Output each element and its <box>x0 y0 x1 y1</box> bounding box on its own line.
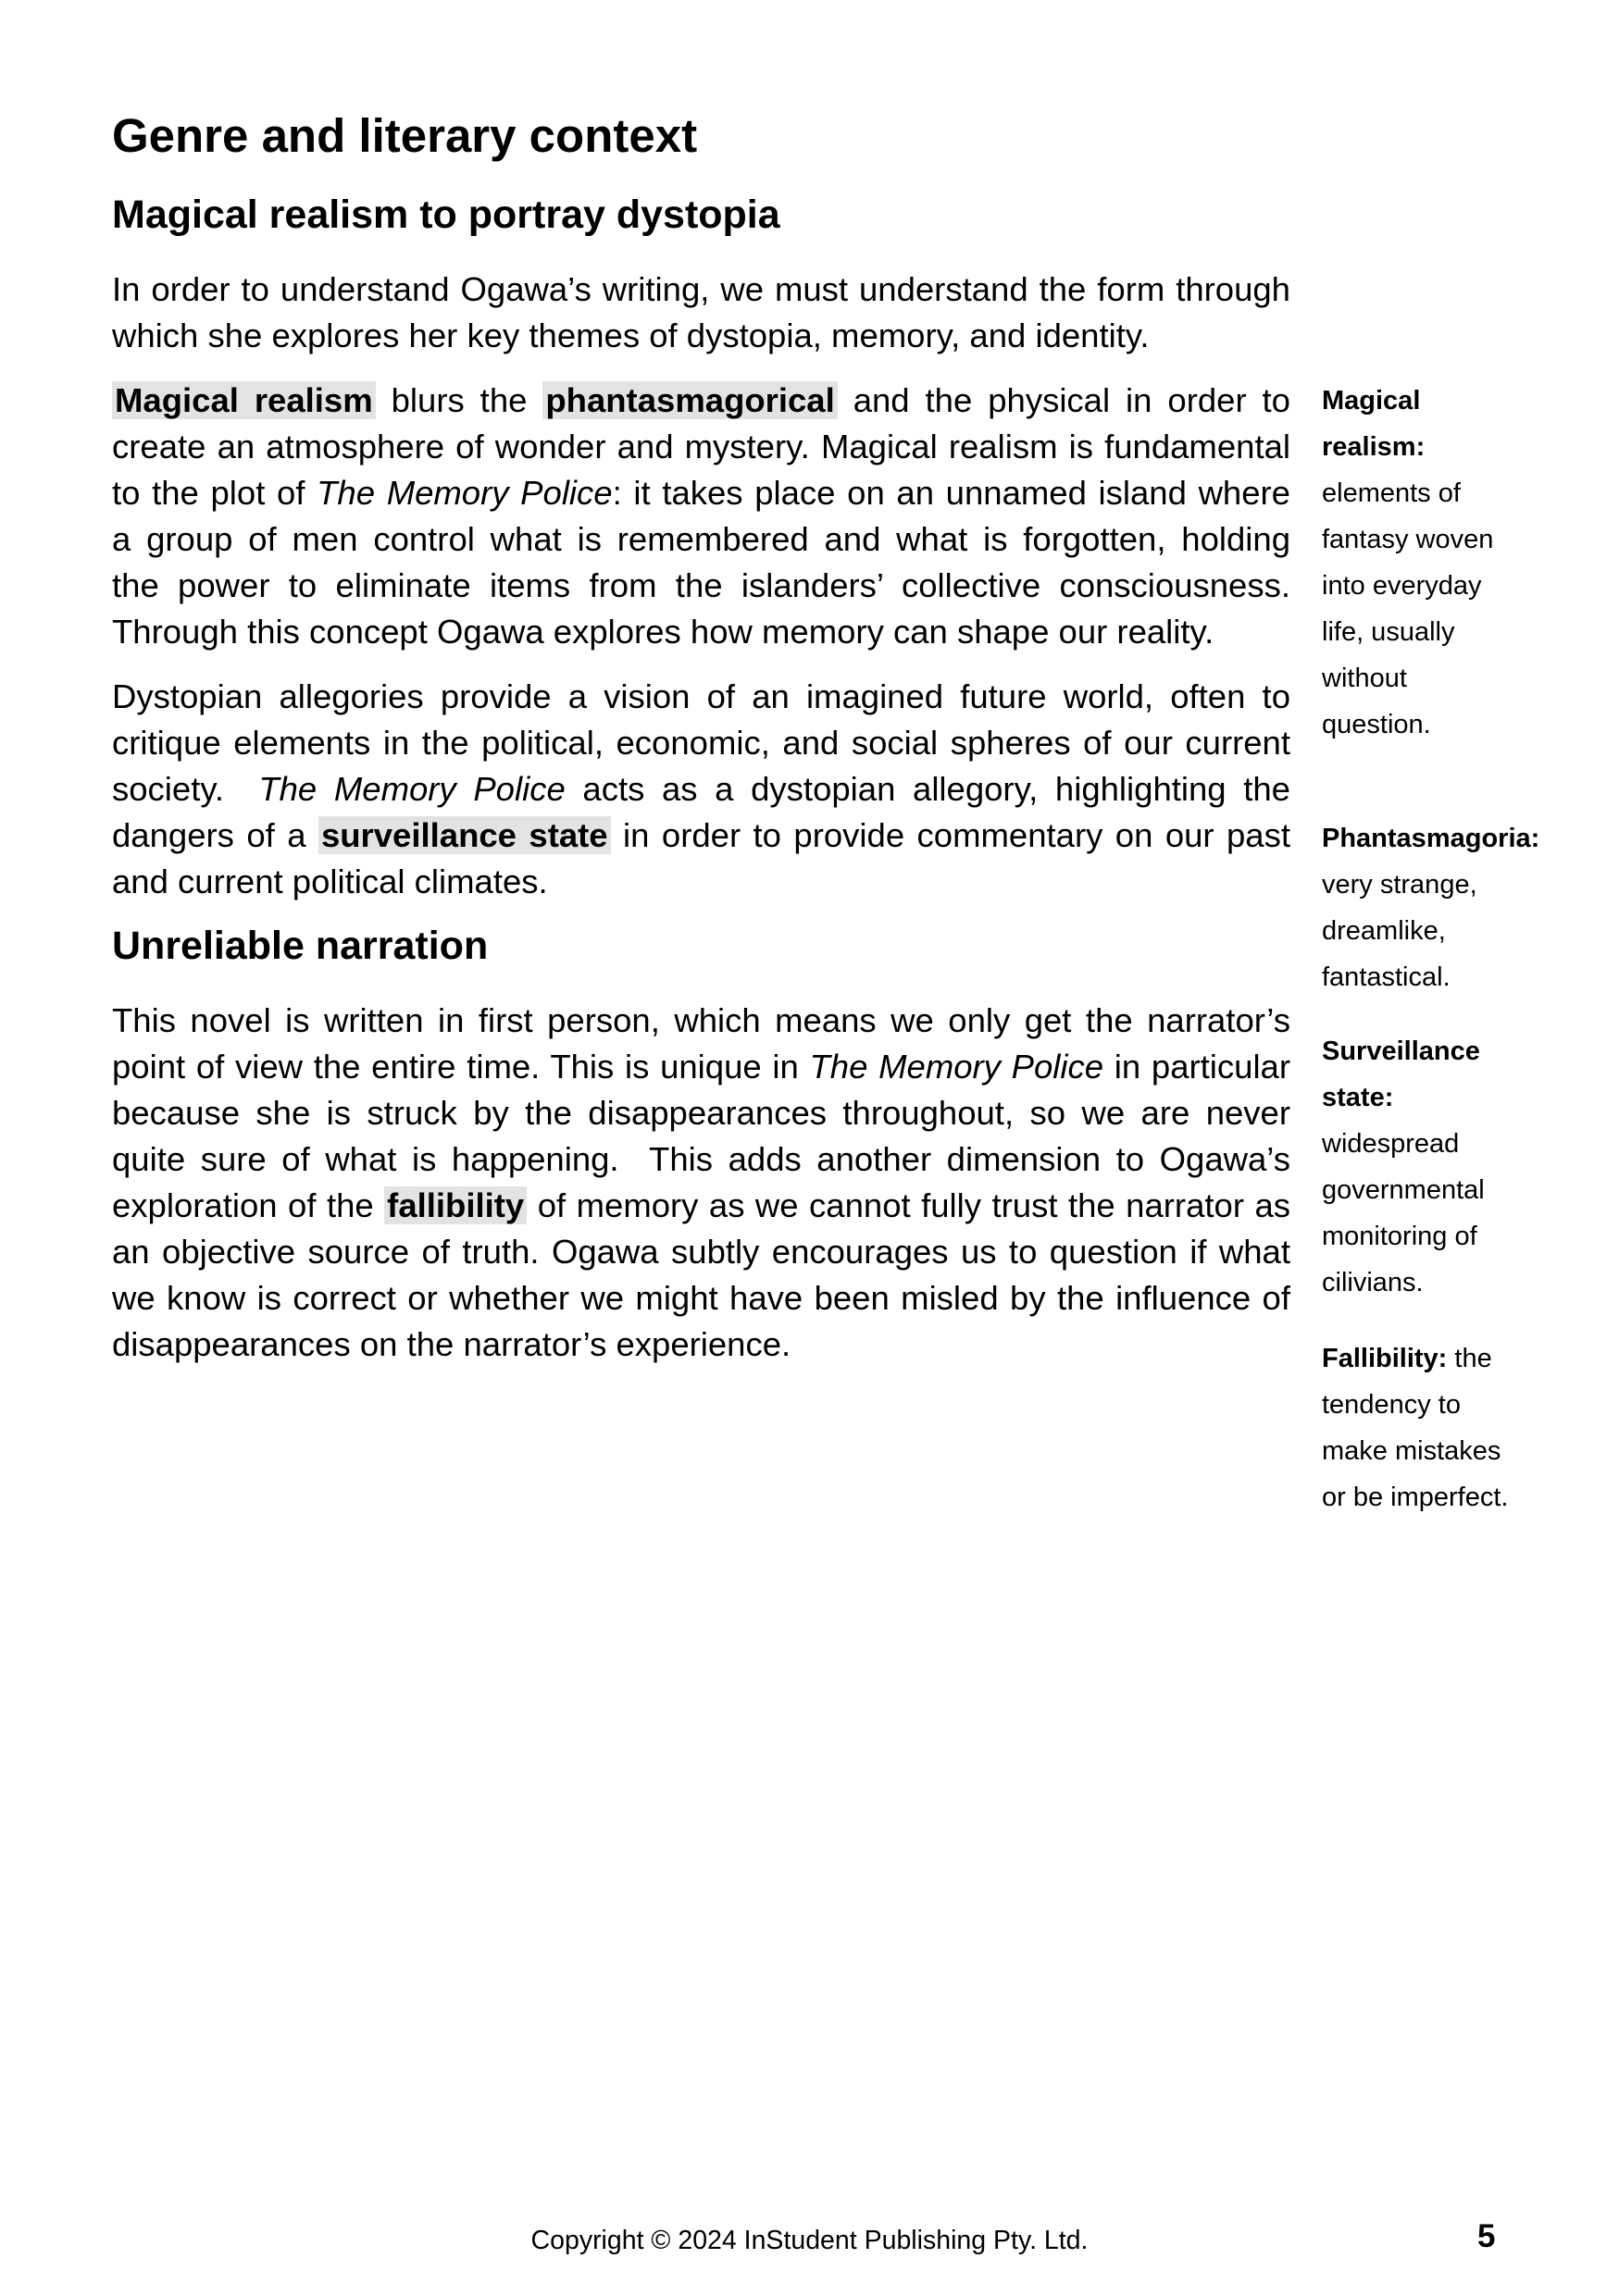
glossary-term: Surveillance <box>1322 1036 1480 1066</box>
text-line: This novel is written in first person, which means we only get the narrator’s <box>112 1001 1290 1039</box>
text-line <box>112 1044 1290 1090</box>
glossary-definition: dreamlike, <box>1322 916 1446 946</box>
text-line: an objective source of truth. Ogawa subtly encourages us to question if what <box>112 1233 1290 1271</box>
text-line: because she is struck by the disappearances throughout, so we are never <box>112 1094 1290 1132</box>
book-title: The Memory Police <box>317 474 613 512</box>
book-title: The Memory Police <box>809 1048 1104 1086</box>
glossary-entry-phantasmagoria <box>1322 815 1600 1000</box>
key-term-surveillance-state: surveillance state <box>318 816 611 854</box>
glossary-definition: without <box>1322 664 1407 693</box>
glossary-definition: elements of <box>1322 478 1461 508</box>
glossary-entry-fallibility <box>1322 1335 1600 1520</box>
text-line: create an atmosphere of wonder and mystery. Magical realism is fundamental <box>112 428 1290 465</box>
text-line: which she explores her key themes of dystopia, memory, and identity. <box>112 316 1150 354</box>
page-heading: Genre and literary context <box>112 109 698 162</box>
key-term-magical-realism: Magical realism <box>112 381 376 419</box>
glossary-entry-surveillance-state <box>1322 1028 1600 1306</box>
text-run: point of view the entire time. This is unique in <box>112 1048 810 1086</box>
glossary-definition: or be imperfect. <box>1322 1483 1509 1512</box>
text-line: we know is correct or whether we might have been misled by the influence of <box>112 1279 1290 1317</box>
text-line: In order to understand Ogawa’s writing, we must understand the form through <box>112 270 1290 308</box>
text-run: exploration of the <box>112 1186 385 1224</box>
glossary-definition: into everyday <box>1322 571 1482 601</box>
glossary-definition: tendency to <box>1322 1390 1461 1420</box>
book-title: The Memory Police <box>258 770 566 808</box>
glossary-definition: cilivians. <box>1322 1268 1424 1297</box>
glossary-term: state: <box>1322 1083 1394 1112</box>
section-heading-magical-realism: Magical realism to portray dystopia <box>112 192 780 237</box>
glossary-term: Phantasmagoria: <box>1322 824 1540 853</box>
text-run: dangers of a <box>112 816 318 854</box>
text-run: of memory as we cannot fully trust the narrator as <box>527 1186 1290 1224</box>
glossary-definition: very strange, <box>1322 870 1477 900</box>
copyright-footer: Copyright © 2024 InStudent Publishing Pty. Ltd. <box>530 2226 1089 2255</box>
magical-realism-paragraph <box>112 378 1290 655</box>
dystopian-allegory-paragraph <box>112 674 1290 905</box>
text-line <box>112 470 1290 516</box>
text-line: and current political climates. <box>112 863 548 900</box>
text-run: blurs the <box>375 381 543 419</box>
text-line: Through this concept Ogawa explores how memory can shape our reality. <box>112 613 1214 651</box>
glossary-term: Magical <box>1322 386 1421 416</box>
text-run: in particular <box>1103 1048 1291 1086</box>
glossary-definition: fantastical. <box>1322 962 1451 992</box>
text-line: disappearances on the narrator’s experience. <box>112 1325 791 1363</box>
unreliable-narration-paragraph <box>112 998 1290 1368</box>
glossary-definition: the <box>1447 1344 1492 1373</box>
glossary-term: realism: <box>1322 432 1426 462</box>
glossary-definition: life, usually <box>1322 617 1455 647</box>
glossary-definition: make mistakes <box>1322 1436 1501 1466</box>
text-run: in order to provide commentary on our past <box>610 816 1291 854</box>
text-line <box>112 378 1290 424</box>
glossary-definition: governmental <box>1322 1175 1485 1205</box>
text-line <box>112 766 1290 813</box>
glossary-definition: monitoring of <box>1322 1222 1477 1251</box>
glossary-term: Fallibility: <box>1322 1344 1448 1373</box>
text-run: and the physical in order to <box>837 381 1290 419</box>
text-line: quite sure of what is happening. This adds another dimension to Ogawa’s <box>112 1140 1290 1178</box>
intro-paragraph <box>112 267 1290 359</box>
text-line: critique elements in the political, economic, and social spheres of our current <box>112 724 1290 762</box>
glossary-definition: question. <box>1322 710 1431 739</box>
glossary-entry-magical-realism <box>1322 378 1600 748</box>
text-line: Dystopian allegories provide a vision of an imagined future world, often to <box>112 677 1290 715</box>
text-run: to the plot of <box>112 474 318 512</box>
page-number: 5 <box>1477 2218 1496 2254</box>
glossary-definition: widespread <box>1322 1129 1460 1159</box>
text-line: a group of men control what is remembered and what is forgotten, holding <box>112 520 1290 558</box>
text-run: : it takes place on an unnamed island where <box>612 474 1290 512</box>
text-run: society. <box>112 770 259 808</box>
key-term-phantasmagorical: phantasmagorical <box>542 381 837 419</box>
text-line: the power to eliminate items from the islanders’ collective consciousness. <box>112 566 1290 604</box>
text-run: acts as a dystopian allegory, highlighting the <box>565 770 1290 808</box>
glossary-definition: fantasy woven <box>1322 525 1494 554</box>
text-line <box>112 1183 1290 1229</box>
section-heading-unreliable-narration: Unreliable narration <box>112 924 489 968</box>
text-line <box>112 813 1290 859</box>
key-term-fallibility: fallibility <box>384 1186 527 1224</box>
glossary-term-line <box>1322 1335 1600 1382</box>
